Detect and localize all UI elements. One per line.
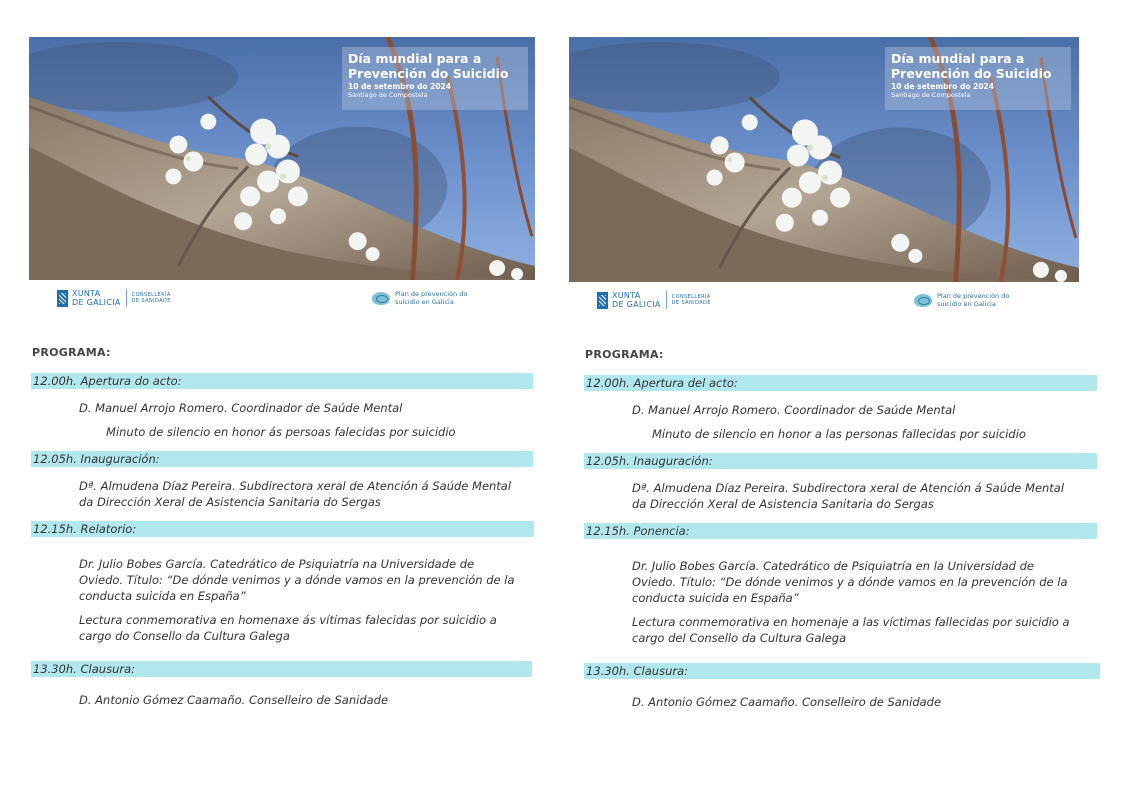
speaker-line: cargo do Consello da Cultura Galega [79,629,290,643]
plan-line2: suicidio en Galicia [395,297,454,306]
speaker-line: cargo del Consello da Cultura Galega [632,631,847,645]
dept-line2: DE SANIDADE [131,298,171,304]
xunta-line2: DE GALICIA [72,298,121,307]
plan-line1: Plan de prevención do [937,292,1010,300]
speaker-line: conducta suicida en España” [632,591,799,605]
banner-image [569,37,1079,282]
speaker-line: conducta suicida en España” [79,589,246,603]
plan-line1: Plan de prevención do [395,290,468,298]
section-bar-inauguration: 12.05h. Inauguración: [31,451,533,467]
speaker-line: Oviedo. Título: “De dónde venimos y a dónde vamos en la prevención de la [79,573,515,587]
banner-title-line2: Prevención do Suicidio [348,66,509,81]
banner-place: Santiago de Compostela [891,91,971,99]
logos-row [597,291,1017,317]
section-bar-opening: 12.00h. Apertura del acto: [584,375,1097,391]
dept-line2: DE SANIDADE [671,300,711,306]
dept-line1: CONSELLERÍA [131,292,171,298]
plan-logo [914,293,1009,308]
speaker-line: D. Manuel Arrojo Romero. Coordinador de Saúde Mental [79,401,403,415]
banner-place: Santiago de Compostela [348,91,428,99]
banner-title-line2: Prevención do Suicidio [891,66,1052,81]
speaker-line: Oviedo. Título: “De dónde venimos y a dónde vamos en la prevención de la [632,575,1068,589]
xunta-emblem-icon [597,292,608,309]
speaker-line: Dª. Almudena Díaz Pereira. Subdirectora xeral de Atención á Saúde Mental [79,479,512,493]
programa-heading: PROGRAMA: [32,346,111,359]
banner-title-line1: Día mundial para a [891,51,1025,66]
banner-title-line1: Día mundial para a [348,51,482,66]
xunta-line1: XUNTA [72,289,101,298]
section-bar-opening: 12.00h. Apertura do acto: [31,373,533,389]
xunta-line1: XUNTA [612,291,641,300]
speaker-line: Dr. Julio Bobes García. Catedrático de Psiquiatría en la Universidad de [632,559,1034,573]
speaker-line: D. Antonio Gómez Caamaño. Conselleiro de Sanidade [632,695,942,709]
section-bar-closing: 13.30h. Clausura: [584,663,1100,679]
speaker-line: D. Antonio Gómez Caamaño. Conselleiro de Sanidade [79,693,389,707]
speaker-line: Dr. Julio Bobes García. Catedrático de Psiquiatría na Universidade de [79,557,475,571]
banner-title-box [885,47,1071,110]
speaker-line: D. Manuel Arrojo Romero. Coordinador de Saúde Mental [632,403,956,417]
banner-date: 10 de setembro do 2024 [348,82,451,91]
speaker-line: Lectura conmemorativa en homenaxe ás vítimas falecidas por suicidio a [79,613,497,627]
section-bar-inauguration: 12.05h. Inauguración: [584,453,1097,469]
xunta-line2: DE GALICIA [612,300,661,309]
speaker-line: Dª. Almudena Díaz Pereira. Subdirectora xeral de Atención á Saúde Mental [632,481,1065,495]
speaker-line: Lectura conmemorativa en homenaje a las víctimas fallecidas por suicidio a [632,615,1070,629]
speaker-line: Minuto de silencio en honor a las personas fallecidas por suicidio [652,427,1026,441]
banner-date: 10 de setembro do 2024 [891,82,994,91]
speaker-line: Minuto de silencio en honor ás persoas falecidas por suicidio [106,425,456,439]
speaker-line: da Dirección Xeral de Asistencia Sanitaria do Sergas [79,495,381,509]
plan-line2: suicidio en Galicia [937,299,996,308]
xunta-logo [597,291,711,309]
section-bar-talk: 12.15h. Relatorio: [31,521,534,537]
speaker-line: da Dirección Xeral de Asistencia Sanitaria do Sergas [632,497,934,511]
dept-line1: CONSELLERÍA [671,294,711,300]
brain-icon [914,294,932,307]
section-bar-closing: 13.30h. Clausura: [31,661,532,677]
section-bar-talk: 12.15h. Ponencia: [584,523,1097,539]
programa-heading: PROGRAMA: [585,348,664,361]
